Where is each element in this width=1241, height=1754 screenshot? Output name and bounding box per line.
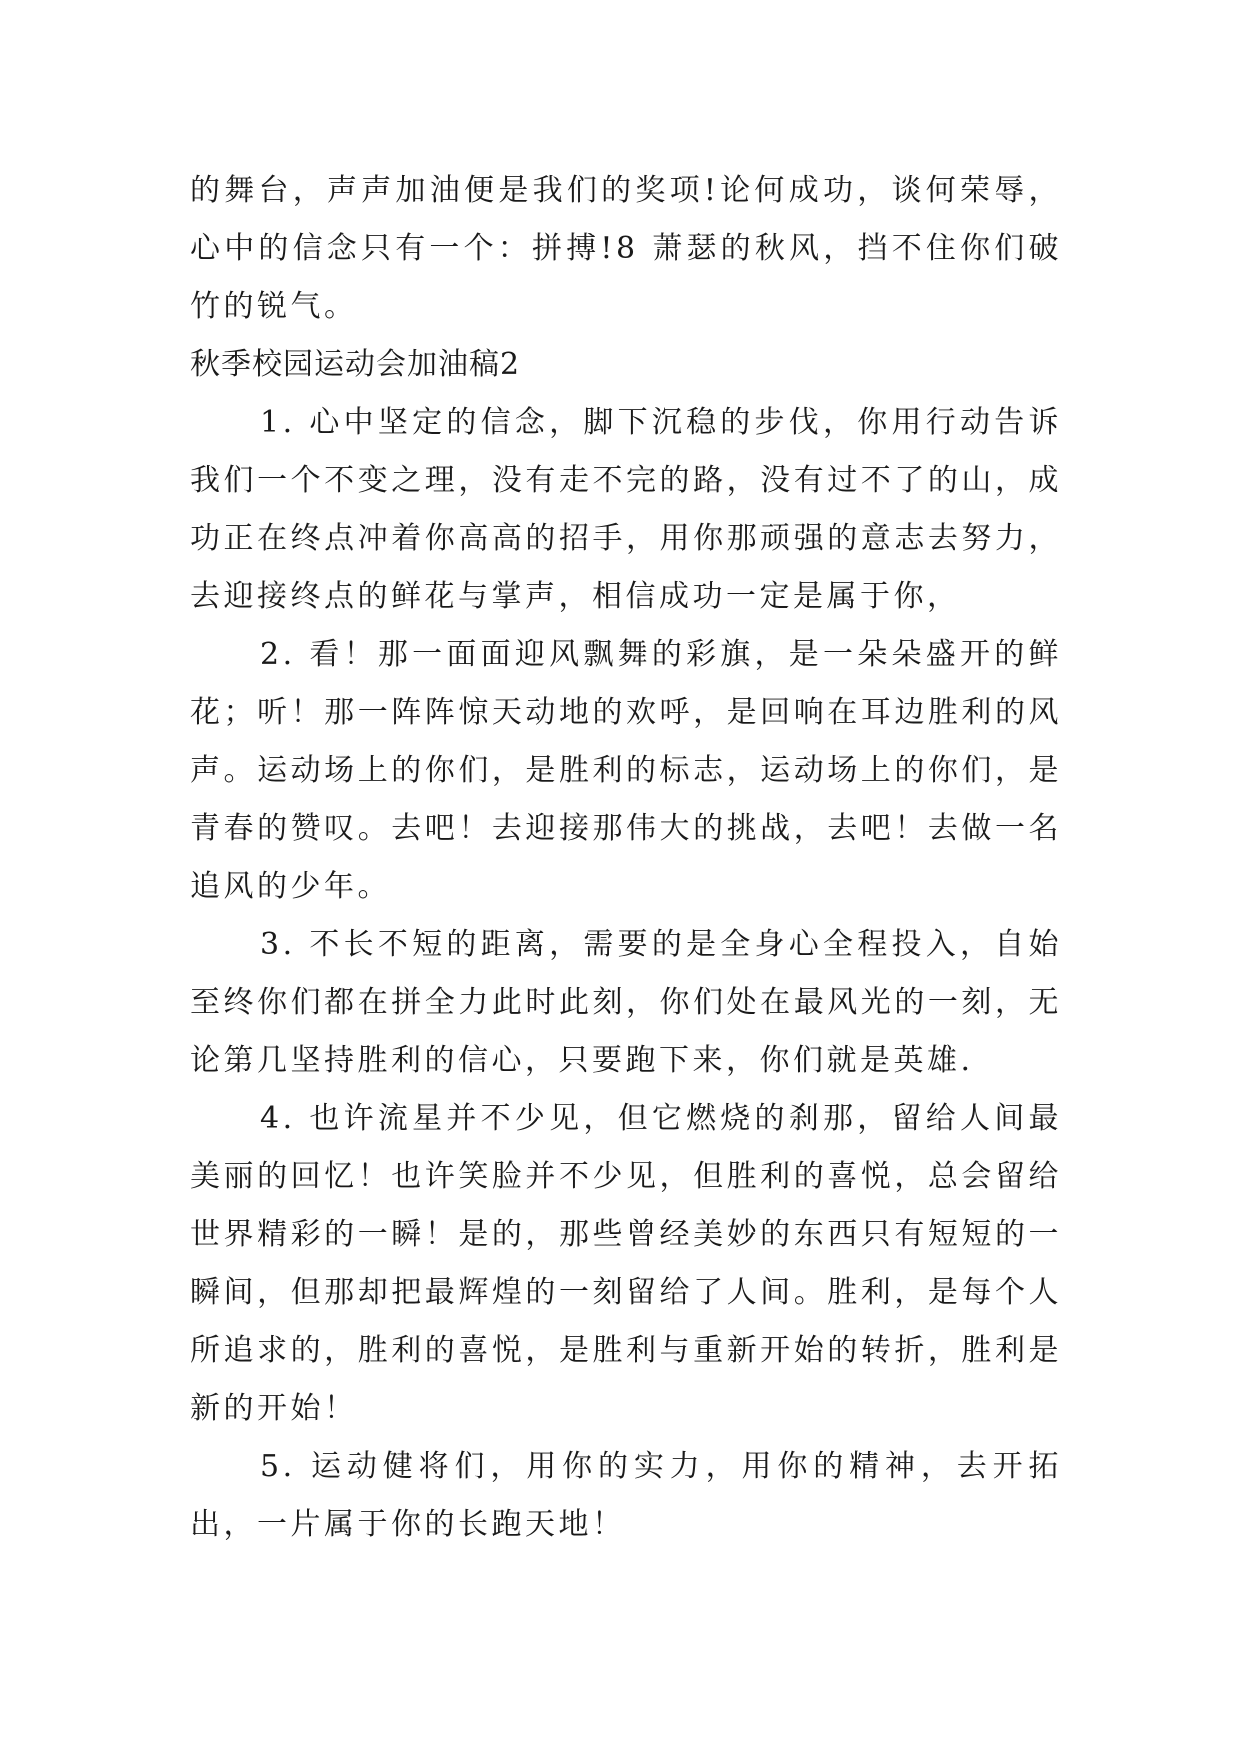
section-title: 秋季校园运动会加油稿2 (190, 347, 521, 382)
cheer-item-5: 5. 运动健将们，用你的实力，用你的精神，去开拓出，一片属于你的长跑天地！ (190, 1449, 1062, 1542)
document-body (190, 162, 1062, 1554)
cheer-item-3: 3. 不长不短的距离，需要的是全身心全程投入，自始至终你们都在拼全力此时此刻，你们处在最风光的一刻，无论第几坚持胜利的信心，只要跑下来，你们就是英雄. (190, 927, 1062, 1078)
intro-paragraph: 的舞台，声声加油便是我们的奖项!论何成功，谈何荣辱，心中的信念只有一个：拼搏!8 萧瑟的秋风，挡不住你们破竹的锐气。 (190, 173, 1062, 324)
cheer-item-1: 1. 心中坚定的信念，脚下沉稳的步伐，你用行动告诉我们一个不变之理，没有走不完的路，没有过不了的山，成功正在终点冲着你高高的招手，用你那顽强的意志去努力，去迎接终点的鲜花与掌声，相信成功一定是属于你， (190, 405, 1062, 614)
cheer-item-2: 2. 看！那一面面迎风飘舞的彩旗，是一朵朵盛开的鲜花；听！那一阵阵惊天动地的欢呼，是回响在耳边胜利的风声。运动场上的你们，是胜利的标志，运动场上的你们，是青春的赞叹。去吧！去迎接那伟大的挑战，去吧！去做一名追风的少年。 (190, 637, 1062, 904)
cheer-item-4: 4. 也许流星并不少见，但它燃烧的刹那，留给人间最美丽的回忆！也许笑脸并不少见，但胜利的喜悦，总会留给世界精彩的一瞬！是的，那些曾经美妙的东西只有短短的一瞬间，但那却把最辉煌的一刻留给了人间。胜利，是每个人所追求的，胜利的喜悦，是胜利与重新开始的转折，胜利是新的开始！ (190, 1101, 1062, 1426)
